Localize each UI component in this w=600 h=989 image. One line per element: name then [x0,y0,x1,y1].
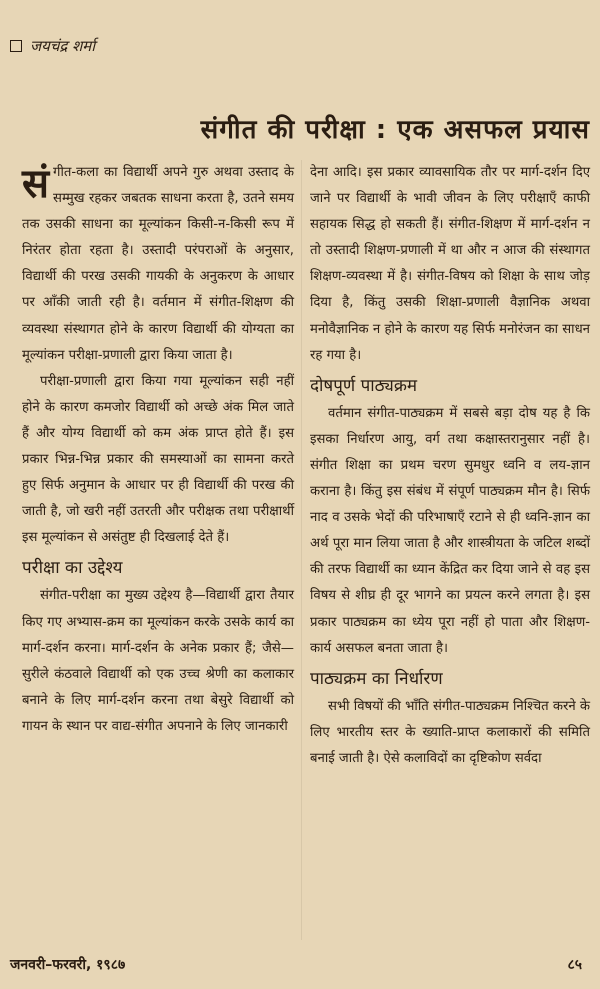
section-heading: दोषपूर्ण पाठ्यक्रम [310,375,418,396]
section-heading: परीक्षा का उद्देश्य [22,558,123,579]
author-byline [10,36,95,56]
author-name: जयचंद्र शर्मा [30,37,96,55]
paragraph: परीक्षा-प्रणाली द्वारा किया गया मूल्यांकन सही नहीं होने के कारण कमजोर विद्यार्थी को अच्छे अंक मिल जाते हैं और योग्य विद्यार्थी को कम अंक प्राप्त होते हैं। इस प्रकार भिन्न-भिन्न प्रकार की समस्याओं का सामना करते हुए सिर्फ अनुमान के आधार पर ही विद्यार्थी की परख की जाती है, जो खरी नहीं उतरती और परीक्षक तथा परीक्षार्थी इस मूल्यांकन से असंतुष्ट ही दिखलाई देते हैं। [22,373,294,546]
section-heading: पाठ्यक्रम का निर्धारण [310,668,443,689]
right-column [310,160,590,772]
issue-date: जनवरी–फरवरी, १९८७ [10,957,126,973]
article-title: संगीत की परीक्षा : एक असफल प्रयास [200,115,590,145]
paragraph: वर्तमान संगीत-पाठ्यक्रम में सबसे बड़ा दोष यह है कि इसका निर्धारण आयु, वर्ग तथा कक्षास्तरानुसार नहीं है। संगीत शिक्षा का प्रथम चरण सुमधुर ध्वनि व लय-ज्ञान कराना है। किंतु इस संबंध में संपूर्ण पाठ्यक्रम मौन है। सिर्फ नाद व उसके भेदों की परिभाषाएँ रटाने से ही ध्वनि-ज्ञान का अर्थ पूरा मान लिया जाता है और शास्त्रीयता के जटिल शब्दों की तरफ विद्यार्थी का ध्यान केंद्रित कर दिया जाने से वह इस विषय से शीघ्र ही दूर भागने का प्रयत्न करने लगता है। इस प्रकार पाठ्यक्रम का ध्येय पूरा नहीं हो पाता और शिक्षण-कार्य असफल बनता जाता है। [310,405,590,656]
left-column [22,160,294,740]
square-bullet-icon [10,40,22,52]
page-number: ८५ [567,957,582,973]
paragraph: देना आदि। इस प्रकार व्यावसायिक तौर पर मार्ग-दर्शन दिए जाने पर विद्यार्थी के भावी जीवन के लिए परीक्षाएँ काफी सहायक सिद्ध हो सकती हैं। संगीत-शिक्षण में मार्ग-दर्शन न तो उस्तादी शिक्षण-प्रणाली में था और न आज की संस्थागत शिक्षण-व्यवस्था में है। संगीत-विषय को शिक्षा के साथ जोड़ दिया है, किंतु उसकी शिक्षा-प्रणाली वैज्ञानिक अथवा मनोवैज्ञानिक न होने के कारण यह सिर्फ मनोरंजन का साधन रह गया है। [310,165,590,363]
paragraph: संगीत-परीक्षा का मुख्य उद्देश्य है—विद्यार्थी द्वारा तैयार किए गए अभ्यास-क्रम का मूल्यांकन करके उसके कार्य का मार्ग-दर्शन करना। मार्ग-दर्शन के अनेक प्रकार हैं; जैसे—सुरीले कंठवाले विद्यार्थी को एक उच्च श्रेणी का कलाकार बनाने के लिए मार्ग-दर्शन करना तथा बेसुरे विद्यार्थी को गायन के स्थान पर वाद्य-संगीत अपनाने के लिए जानकारी [22,588,294,734]
page-footer [10,955,582,974]
drop-cap: सं [22,161,50,207]
paragraph: सभी विषयों की भाँति संगीत-पाठ्यक्रम निश्चित करने के लिए भारतीय स्तर के ख्याति-प्राप्त कलाकारों की समिति बनाई जाती है। ऐसे कलाविदों का दृष्टिकोण सर्वदा [310,698,590,766]
paragraph: संगीत-कला का विद्यार्थी अपने गुरु अथवा उस्ताद के सम्मुख रहकर जबतक साधना करता है, उतने समय तक उसकी साधना का मूल्यांकन किसी-न-किसी रूप में निरंतर होता रहता है। उस्तादी परंपराओं के अनुसार, विद्यार्थी की परख उसकी गायकी के अनुकरण के आधार पर आँकी जाती रही है। वर्तमान में संगीत-शिक्षण की व्यवस्था संस्थागत होने के कारण विद्यार्थी की योग्यता का मूल्यांकन परीक्षा-प्रणाली द्वारा किया जाता है। [22,161,294,363]
column-divider [301,160,302,940]
